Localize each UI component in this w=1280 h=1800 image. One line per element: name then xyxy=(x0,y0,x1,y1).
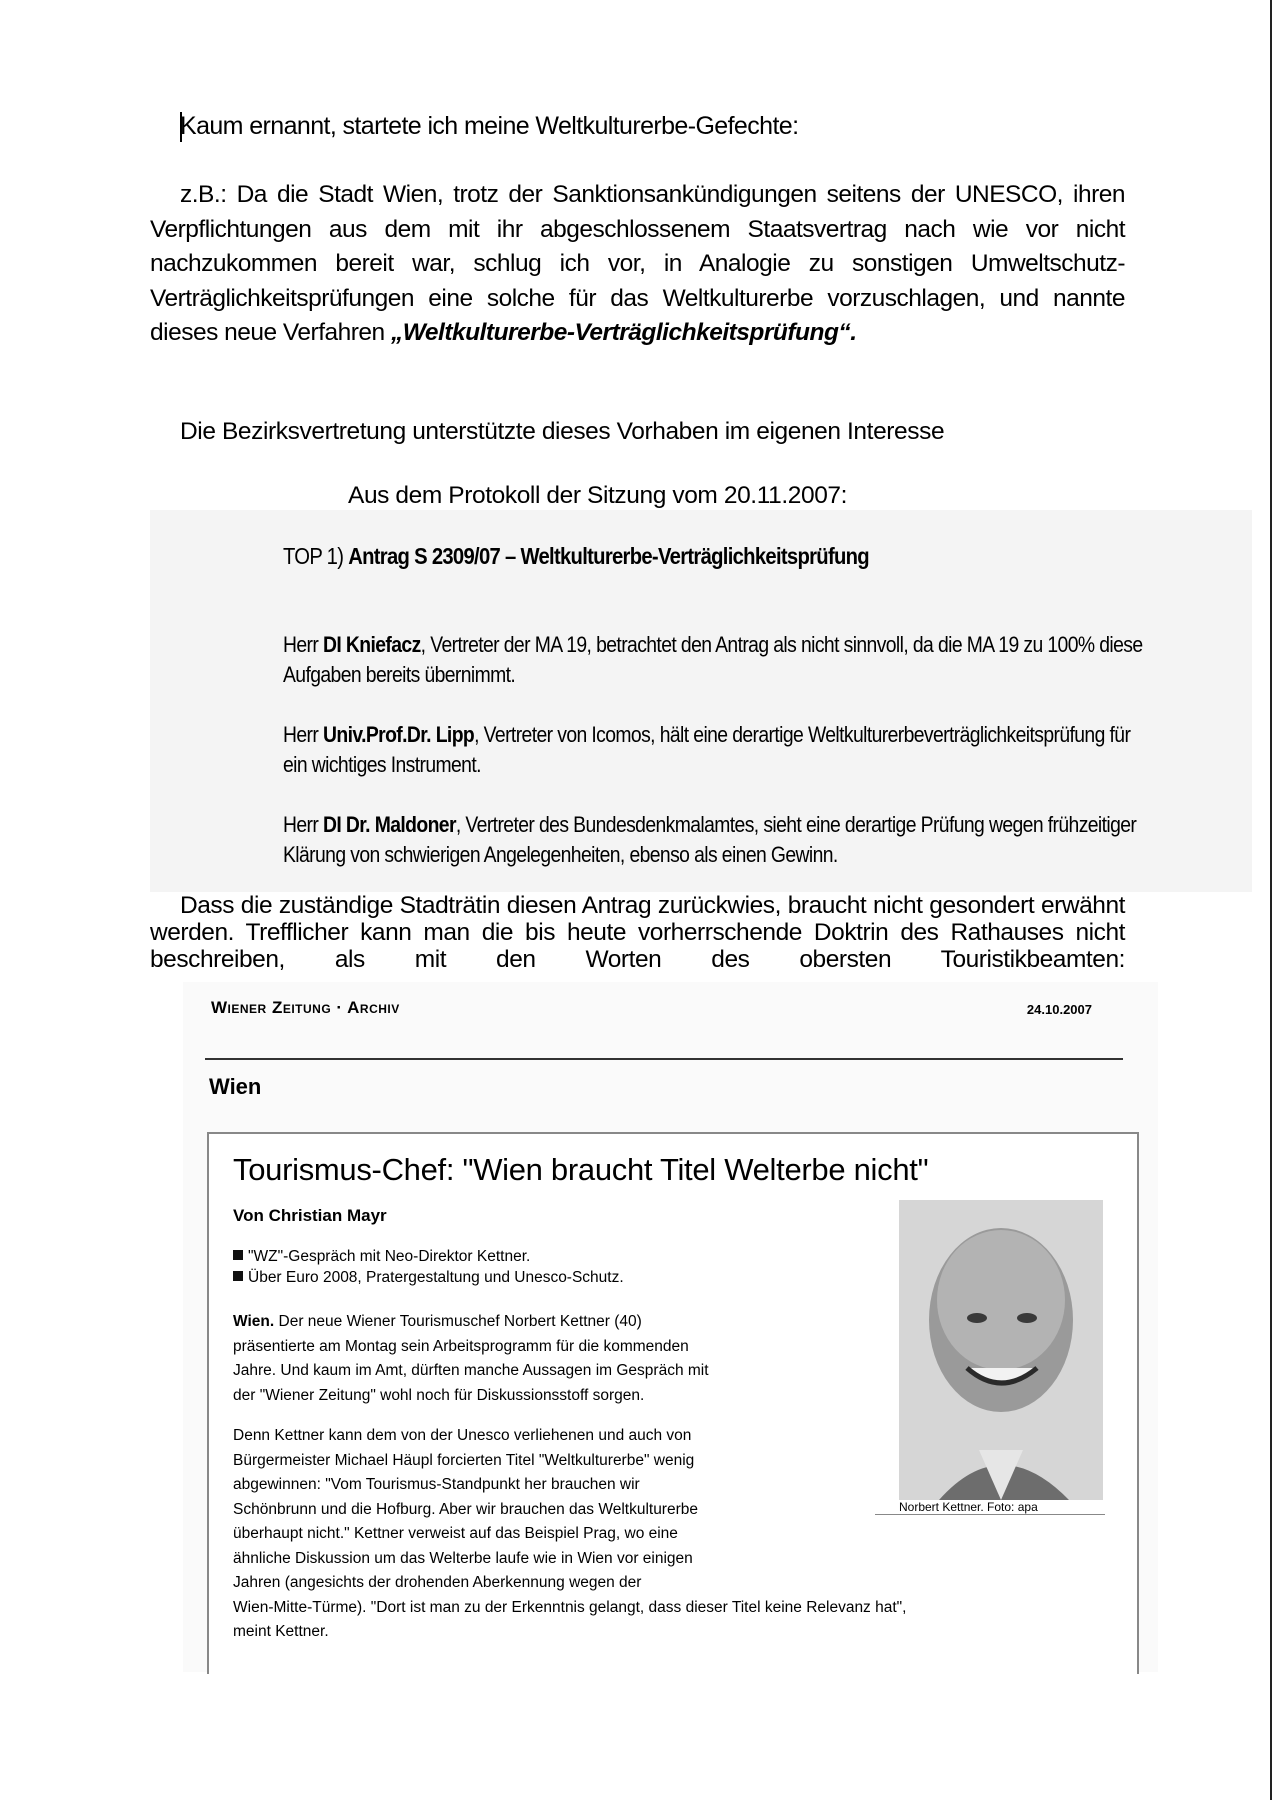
bullet-square-icon xyxy=(233,1250,243,1260)
protocol-entry-kniefacz xyxy=(283,630,1143,690)
lead-word: Wien. xyxy=(233,1313,275,1330)
line-text: Der neue Wiener Tourismuschef Norbert Kettner (40) xyxy=(274,1313,642,1330)
intro-line: Kaum ernannt, startete ich meine Weltkulturerbe-Gefechte: xyxy=(180,112,799,140)
article-line: meint Kettner. xyxy=(233,1623,329,1640)
portrait-photo xyxy=(899,1200,1103,1500)
photo-caption: Norbert Kettner. Foto: apa xyxy=(899,1500,1038,1514)
article-line: Denn Kettner kann dem von der Unesco verliehenen und auch von xyxy=(233,1427,692,1444)
paragraph-end: . xyxy=(850,319,857,346)
section-title: Wien xyxy=(209,1074,262,1099)
masthead-rule xyxy=(205,1058,1123,1060)
entry-text: , Vertreter des Bundesdenkmalamtes, sieht eine derartige Prüfung wegen frühzeitiger Klärung von schwierigen Angelegenheiten, ebenso als einen Gewinn. xyxy=(283,812,1137,867)
article-line: Jahren (angesichts der drohenden Aberkennung wegen der xyxy=(233,1574,642,1591)
paragraph-text: z.B.: Da die Stadt Wien, trotz der Sanktionsankündigungen seitens der UNESCO, ihren Verpflichtungen aus dem mit ihr abgeschlossenem Staatsvertrag nach wie vor nicht nachzukommen bereit war, schlug ich vor, in Analogie zu sonstigen Umweltschutz-Verträglichkeitsprüfungen eine solche für das Weltkulturerbe vorzuschlagen, und nannte dieses neue Verfahren xyxy=(150,181,1125,346)
protocol-entry-lipp xyxy=(283,720,1143,780)
masthead: Wiener Zeitung · Archiv xyxy=(211,998,400,1017)
article-line: Bürgermeister Michael Häupl forcierten Titel "Weltkulturerbe" wenig xyxy=(233,1451,695,1469)
article-line: Schönbrunn und die Hofburg. Aber wir brauchen das Weltkulturerbe xyxy=(233,1500,698,1518)
article-line: überhaupt nicht." Kettner verweist auf das Beispiel Prag, wo eine xyxy=(233,1525,678,1542)
agenda-title: Antrag S 2309/07 – Weltkulturerbe-Verträglichkeitsprüfung xyxy=(348,543,869,569)
article-line: der "Wiener Zeitung" wohl noch für Diskussionsstoff sorgen. xyxy=(233,1386,645,1404)
entry-text: , Vertreter von Icomos, hält eine derartige Weltkulturerbeverträglichkeitsprüfung für ein wichtiges Instrument. xyxy=(283,722,1131,777)
agenda-prefix: TOP 1) xyxy=(283,543,349,569)
agenda-item xyxy=(283,543,869,570)
page-edge-line xyxy=(1270,0,1272,1800)
entry-herr: Herr xyxy=(283,722,323,747)
entry-herr: Herr xyxy=(283,632,323,657)
article-line: abgewinnen: "Vom Tourismus-Standpunkt her brauchen wir xyxy=(233,1476,640,1493)
article-line: präsentierte am Montag sein Arbeitsprogramm für die kommenden xyxy=(233,1337,689,1355)
article-headline: Tourismus-Chef: "Wien braucht Titel Welterbe nicht" xyxy=(233,1152,929,1187)
entry-name: DI Kniefacz xyxy=(322,632,421,657)
bullet-item xyxy=(233,1267,624,1288)
protocol-entry-maldoner xyxy=(283,810,1143,870)
paragraph-wvp-proposal xyxy=(150,178,1125,351)
paragraph-rejection xyxy=(150,892,1125,973)
newspaper-clipping xyxy=(183,982,1158,1672)
portrait-illustration xyxy=(899,1200,1103,1500)
article-line: Wien-Mitte-Türme). "Dort ist man zu der Erkenntnis gelangt, dass dieser Titel keine Relevanz hat", xyxy=(233,1598,907,1616)
article-box xyxy=(207,1132,1139,1674)
paragraph-text: Dass die zuständige Stadträtin diesen Antrag zurückwies, braucht nicht gesondert erwähnt werden. Trefflicher kann man die bis heute vorherrschende Doktrin des Rathauses nicht beschreiben, als mit den Worten des obersten Touristikbeamten: xyxy=(150,892,1125,973)
article-paragraph-1 xyxy=(233,1310,843,1408)
bullet-text: "WZ"-Gespräch mit Neo-Direktor Kettner. xyxy=(248,1248,531,1265)
entry-herr: Herr xyxy=(283,812,323,837)
article-line xyxy=(233,1310,843,1335)
entry-text: , Vertreter der MA 19, betrachtet den Antrag als nicht sinnvoll, da die MA 19 zu 100% diese Aufgaben bereits übernimmt. xyxy=(283,632,1143,687)
entry-name: Univ.Prof.Dr. Lipp xyxy=(322,722,475,747)
article-bullets xyxy=(233,1246,624,1288)
protocol-scan xyxy=(150,510,1252,892)
article-author: Von Christian Mayr xyxy=(233,1206,387,1225)
article-line: Jahre. Und kaum im Amt, dürften manche Aussagen im Gespräch mit xyxy=(233,1362,709,1379)
clipping-date: 24.10.2007 xyxy=(1026,1002,1092,1017)
bullet-item xyxy=(233,1246,624,1267)
support-line: Die Bezirksvertretung unterstützte dieses Vorhaben im eigenen Interesse xyxy=(180,418,945,445)
entry-name: DI Dr. Maldoner xyxy=(322,812,456,837)
caption-rule xyxy=(875,1514,1105,1515)
protocol-heading: Aus dem Protokoll der Sitzung vom 20.11.2007: xyxy=(348,482,848,509)
bullet-square-icon xyxy=(233,1271,243,1281)
bullet-text: Über Euro 2008, Pratergestaltung und Unesco-Schutz. xyxy=(248,1269,624,1286)
emphasis-term: „Weltkulturerbe-Verträglichkeitsprüfung“ xyxy=(391,319,851,346)
article-line: ähnliche Diskussion um das Welterbe laufe wie in Wien vor einigen xyxy=(233,1549,693,1567)
